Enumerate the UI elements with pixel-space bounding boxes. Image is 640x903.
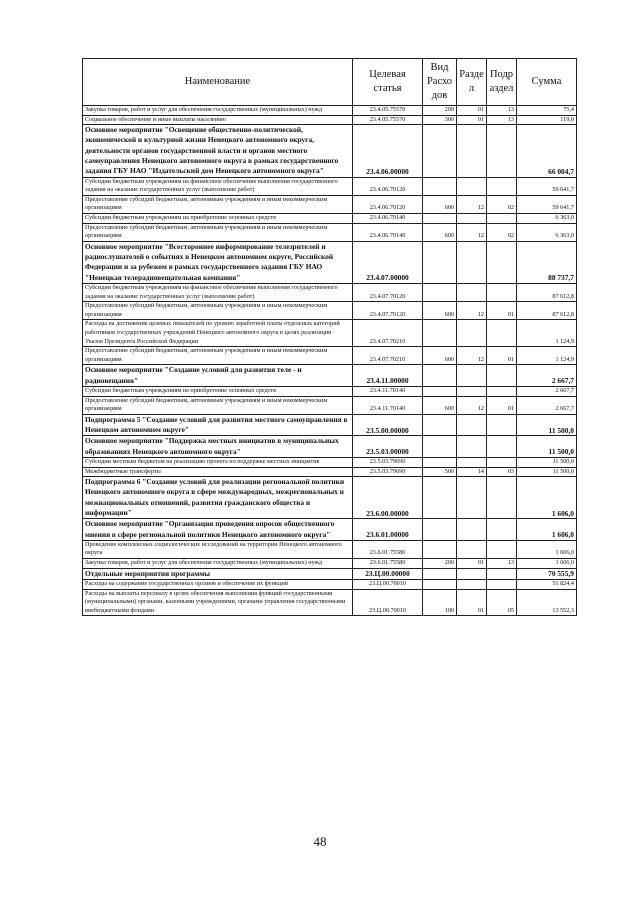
row-code: 23.4.06.00000 (353, 125, 423, 177)
row-podrazdel (487, 540, 517, 558)
header-code: Целевая статья (353, 59, 423, 106)
table-row (83, 568, 577, 579)
row-razdel: 12 (457, 396, 487, 414)
row-sum: 1 124,9 (517, 320, 577, 347)
row-sum: 75,4 (517, 106, 577, 116)
row-name: Основное мероприятие "Организация проведения опросов общественного мнения в сфере региональной политики Ненецкого автономного округа" (83, 519, 353, 541)
row-sum: 59 641,7 (517, 177, 577, 195)
row-podrazdel: 02 (487, 223, 517, 241)
row-code: 23.6.00.00000 (353, 477, 423, 519)
table-row (83, 241, 577, 283)
row-name: Предоставление субсидий бюджетным, автономным учреждениям и иным некоммерческим организациям (83, 195, 353, 213)
row-podrazdel (487, 125, 517, 177)
row-podrazdel: 03 (487, 467, 517, 477)
row-vid: 600 (423, 302, 457, 320)
row-code: 23.4.06.70140 (353, 214, 423, 224)
row-vid (423, 477, 457, 519)
row-vid: 600 (423, 195, 457, 213)
row-podrazdel: 13 (487, 559, 517, 569)
table-row (83, 436, 577, 458)
row-razdel (457, 477, 487, 519)
row-vid (423, 284, 457, 302)
row-razdel (457, 125, 487, 177)
row-podrazdel (487, 579, 517, 589)
row-name: Расходы на содержание государственных органов и обеспечение их функций (83, 579, 353, 589)
row-razdel: 01 (457, 106, 487, 116)
row-code: 23.6.01.75580 (353, 559, 423, 569)
row-vid: 300 (423, 115, 457, 125)
row-vid (423, 214, 457, 224)
table-row (83, 214, 577, 224)
row-vid: 600 (423, 223, 457, 241)
row-name: Предоставление субсидий бюджетным, автономным учреждениям и иным некоммерческим организациям (83, 302, 353, 320)
header-sum: Сумма (517, 59, 577, 106)
row-name: Основное мероприятие "Создание условий для развития теле - и радиовещания" (83, 365, 353, 387)
row-name: Закупка товаров, работ и услуг для обеспечения государственных (муниципальных) нужд (83, 559, 353, 569)
row-vid (423, 386, 457, 396)
row-name: Субсидии местным бюджетам на реализацию проекта по поддержке местных инициатив (83, 457, 353, 467)
row-razdel (457, 284, 487, 302)
row-name: Расходы на достижение целевых показателей по уровню заработной платы отдельных категорий работников государственных учреждений Ненецкого автономного округа в целях реализации Указов Президента Российской Федерации (83, 320, 353, 347)
row-code: 23.5.03.79690 (353, 467, 423, 477)
row-podrazdel (487, 457, 517, 467)
row-name: Предоставление субсидий бюджетным, автономным учреждениям и иным некоммерческим организациям (83, 347, 353, 365)
page-number: 48 (313, 834, 327, 849)
row-code: 23.Ц.00.00000 (353, 568, 423, 579)
row-razdel (457, 519, 487, 541)
row-podrazdel (487, 386, 517, 396)
row-podrazdel: 05 (487, 589, 517, 616)
row-podrazdel (487, 568, 517, 579)
header-podrazdel: Подр аздел (487, 59, 517, 106)
row-vid (423, 241, 457, 283)
row-name: Подпрограмма 5 "Создание условий для развития местного самоуправления в Ненецком автономном округе" (83, 414, 353, 436)
row-sum: 70 555,9 (517, 568, 577, 579)
table-row (83, 302, 577, 320)
row-vid (423, 457, 457, 467)
row-sum: 1 606,0 (517, 540, 577, 558)
row-name: Проведение комплексных социологических исследований на территории Ненецкого автономного округа (83, 540, 353, 558)
row-sum: 1 124,9 (517, 347, 577, 365)
row-code: 23.Ц.00.70010 (353, 589, 423, 616)
row-vid: 500 (423, 467, 457, 477)
table-row (83, 365, 577, 387)
row-vid (423, 125, 457, 177)
row-name: Отдельные мероприятия программы (83, 568, 353, 579)
row-vid (423, 568, 457, 579)
row-vid: 600 (423, 396, 457, 414)
row-sum: 119,0 (517, 115, 577, 125)
row-podrazdel (487, 241, 517, 283)
row-name: Субсидии бюджетным учреждениям на приобретение основных средств (83, 214, 353, 224)
row-code: 23.4.07.70120 (353, 302, 423, 320)
row-vid (423, 579, 457, 589)
row-podrazdel (487, 519, 517, 541)
row-podrazdel: 01 (487, 347, 517, 365)
row-name: Предоставление субсидий бюджетным, автономным учреждениям и иным некоммерческим организациям (83, 223, 353, 241)
row-sum: 87 612,8 (517, 284, 577, 302)
row-code: 23.4.07.70210 (353, 347, 423, 365)
table-row (83, 223, 577, 241)
row-vid (423, 436, 457, 458)
row-vid: 100 (423, 589, 457, 616)
row-vid: 600 (423, 347, 457, 365)
row-vid (423, 540, 457, 558)
row-razdel: 01 (457, 559, 487, 569)
table-row (83, 284, 577, 302)
table-row (83, 396, 577, 414)
row-vid (423, 365, 457, 387)
table-row (83, 386, 577, 396)
row-name: Предоставление субсидий бюджетным, автономным учреждениям и иным некоммерческим организациям (83, 396, 353, 414)
row-razdel (457, 365, 487, 387)
row-code: 23.4.07.70210 (353, 320, 423, 347)
row-sum: 11 500,0 (517, 436, 577, 458)
row-name: Основное мероприятие "Освещение общественно-политической, экономической и культурной жизни Ненецкого автономного округа, деятельности органов государственной власти и органов местного самоуправления Ненецкого автономного округа в рамках государственного задания ГБУ НАО "Издательский дом Ненецкого автономного округа" (83, 125, 353, 177)
table-row (83, 347, 577, 365)
table-row (83, 477, 577, 519)
row-razdel (457, 579, 487, 589)
row-razdel: 12 (457, 195, 487, 213)
table-row (83, 519, 577, 541)
row-sum: 51 824,4 (517, 579, 577, 589)
table-row (83, 540, 577, 558)
row-code: 23.4.06.70120 (353, 177, 423, 195)
row-name: Субсидии бюджетным учреждениям на финансовое обеспечение выполнения государственного задания на оказание государственных услуг (выполнение работ) (83, 177, 353, 195)
row-sum: 6 363,0 (517, 223, 577, 241)
row-name: Субсидии бюджетным учреждениям на финансовое обеспечение выполнения государственного задания на оказание государственных услуг (выполнение работ) (83, 284, 353, 302)
row-code: 23.4.05.75570 (353, 106, 423, 116)
row-podrazdel: 01 (487, 302, 517, 320)
table-row (83, 177, 577, 195)
row-razdel: 01 (457, 115, 487, 125)
row-name: Субсидии бюджетным учреждениям на приобретение основных средств (83, 386, 353, 396)
row-sum: 13 552,3 (517, 589, 577, 616)
table-row (83, 106, 577, 116)
row-code: 23.4.11.70140 (353, 396, 423, 414)
row-sum: 2 667,7 (517, 396, 577, 414)
row-vid (423, 177, 457, 195)
row-name: Подпрограмма 6 "Создание условий для реализации региональной политики Ненецкого автономного округа в сфере международных, межрегиональных и межнациональных отношений, развития гражданского общества и информации" (83, 477, 353, 519)
row-sum: 1 606,0 (517, 477, 577, 519)
header-razdel: Разде л (457, 59, 487, 106)
header-name: Наименование (83, 59, 353, 106)
row-name: Межбюджетные трансферты (83, 467, 353, 477)
row-sum: 2 667,7 (517, 365, 577, 387)
row-code: 23.6.01.00000 (353, 519, 423, 541)
row-podrazdel (487, 320, 517, 347)
table-row (83, 125, 577, 177)
row-code: 23.4.07.70120 (353, 284, 423, 302)
row-podrazdel: 02 (487, 195, 517, 213)
row-razdel (457, 457, 487, 467)
row-podrazdel: 01 (487, 396, 517, 414)
row-podrazdel (487, 284, 517, 302)
row-name: Расходы на выплаты персоналу в целях обеспечения выполнения функций государственными (муниципальными) органами, казенными учреждениями, органами управления государственными внебюджетными фондами (83, 589, 353, 616)
table-row (83, 589, 577, 616)
row-vid: 200 (423, 106, 457, 116)
row-sum: 87 612,8 (517, 302, 577, 320)
row-name: Социальное обеспечение и иные выплаты населению (83, 115, 353, 125)
row-vid: 200 (423, 559, 457, 569)
row-sum: 88 737,7 (517, 241, 577, 283)
row-code: 23.5.00.00000 (353, 414, 423, 436)
row-vid (423, 414, 457, 436)
row-podrazdel (487, 436, 517, 458)
row-razdel: 12 (457, 302, 487, 320)
row-podrazdel (487, 365, 517, 387)
row-code: 23.6.01.75580 (353, 540, 423, 558)
row-code: 23.5.03.79690 (353, 457, 423, 467)
row-code: 23.4.05.75570 (353, 115, 423, 125)
table-header-row (83, 59, 577, 106)
table-body (83, 106, 577, 616)
row-razdel (457, 414, 487, 436)
table-row (83, 579, 577, 589)
row-razdel (457, 540, 487, 558)
row-podrazdel (487, 214, 517, 224)
row-sum: 59 641,7 (517, 195, 577, 213)
row-code: 23.4.11.70140 (353, 386, 423, 396)
row-code: 23.4.11.00000 (353, 365, 423, 387)
table-row (83, 414, 577, 436)
row-razdel (457, 320, 487, 347)
row-razdel: 12 (457, 347, 487, 365)
row-razdel (457, 386, 487, 396)
row-sum: 1 606,0 (517, 519, 577, 541)
table-row (83, 457, 577, 467)
header-vid: Вид Расхо дов (423, 59, 457, 106)
row-sum: 11 500,0 (517, 414, 577, 436)
row-name: Закупка товаров, работ и услуг для обеспечения государственных (муниципальных) нужд (83, 106, 353, 116)
row-name: Основное мероприятие "Всестороннее информирование телезрителей и радиослушателей о событиях в Ненецком автономном округе, Российской Федерации и за рубежом в рамках государственного задания ГБУ НАО "Ненецкая телерадиовещательная компания" (83, 241, 353, 283)
row-razdel: 01 (457, 589, 487, 616)
row-vid (423, 519, 457, 541)
row-podrazdel (487, 177, 517, 195)
row-podrazdel (487, 477, 517, 519)
table-row (83, 195, 577, 213)
row-sum: 1 606,0 (517, 559, 577, 569)
row-sum: 11 500,0 (517, 457, 577, 467)
row-sum: 6 363,0 (517, 214, 577, 224)
budget-table (82, 58, 577, 616)
row-code: 23.5.03.00000 (353, 436, 423, 458)
row-razdel: 12 (457, 223, 487, 241)
row-razdel (457, 568, 487, 579)
row-razdel (457, 177, 487, 195)
row-razdel (457, 214, 487, 224)
row-sum: 11 500,0 (517, 467, 577, 477)
row-code: 23.4.06.70120 (353, 195, 423, 213)
row-code: 23.4.06.70140 (353, 223, 423, 241)
row-code: 23.Ц.00.70010 (353, 579, 423, 589)
row-podrazdel (487, 414, 517, 436)
row-sum: 66 004,7 (517, 125, 577, 177)
row-vid (423, 320, 457, 347)
row-code: 23.4.07.00000 (353, 241, 423, 283)
row-razdel: 14 (457, 467, 487, 477)
table-row (83, 320, 577, 347)
row-razdel (457, 436, 487, 458)
table-row (83, 559, 577, 569)
row-podrazdel: 13 (487, 106, 517, 116)
row-name: Основное мероприятие "Поддержка местных инициатив в муниципальных образованиях Ненецкого автономного округа" (83, 436, 353, 458)
row-podrazdel: 13 (487, 115, 517, 125)
row-razdel (457, 241, 487, 283)
table-row (83, 115, 577, 125)
row-sum: 2 667,7 (517, 386, 577, 396)
table-row (83, 467, 577, 477)
